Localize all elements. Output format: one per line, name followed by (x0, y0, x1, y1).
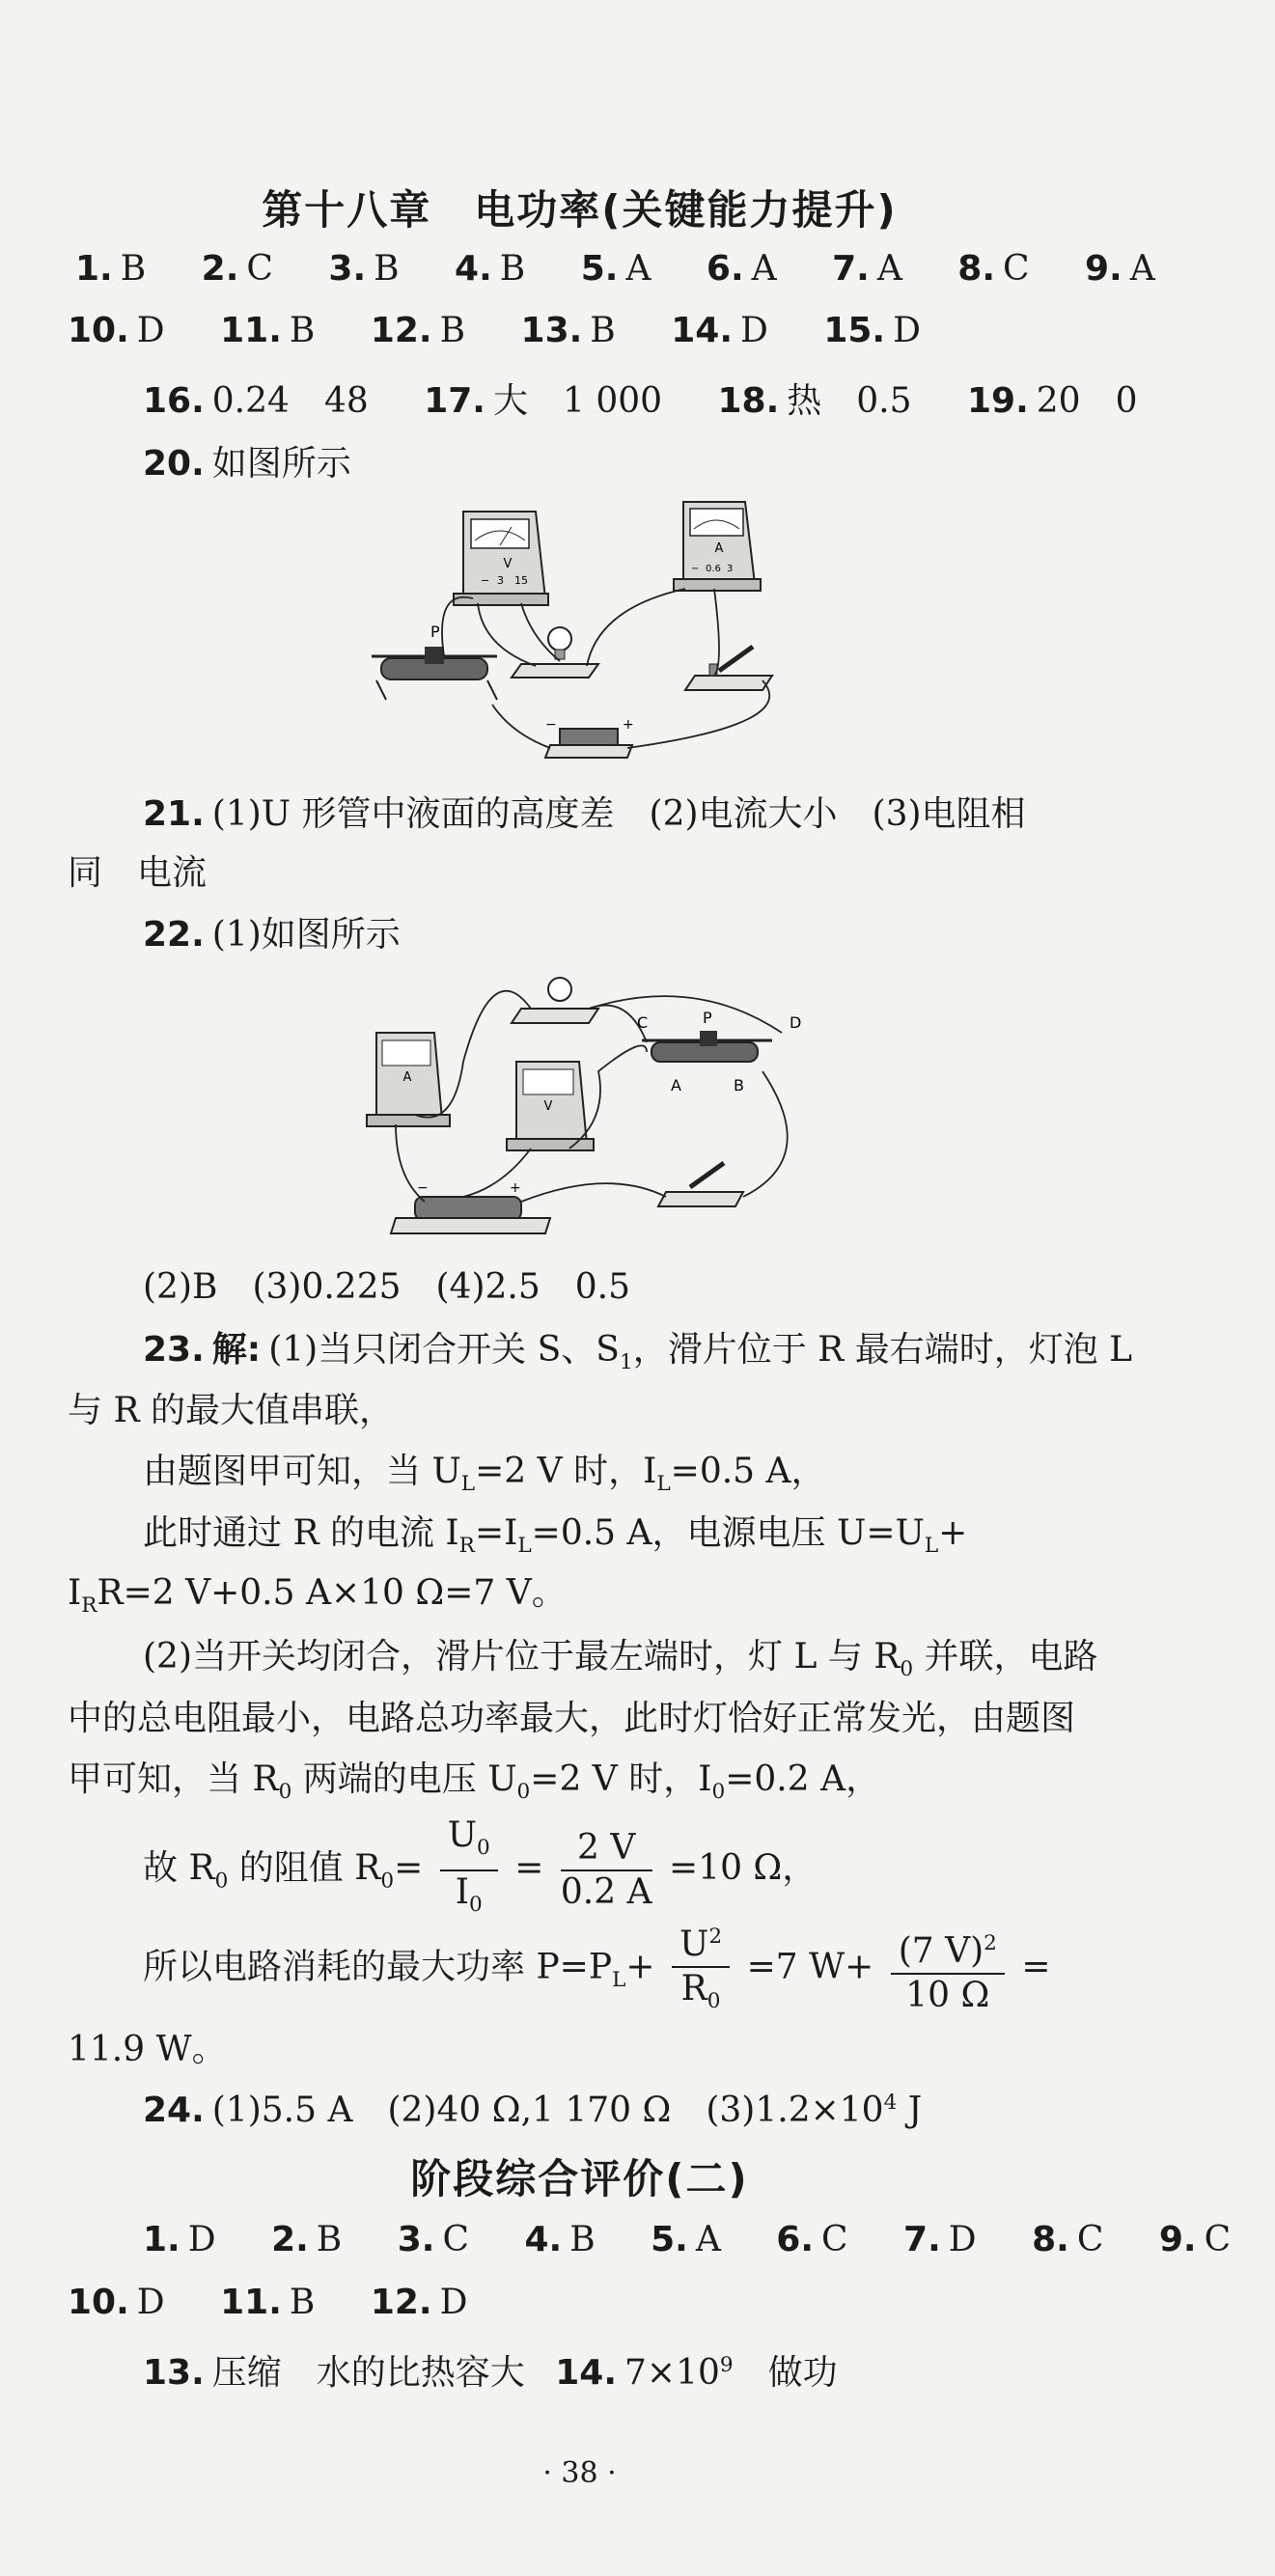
answer-row-1: 1. B 2. C 3. B 4. B 5. A 6. A 7. A 8. C 9. A (75, 249, 1155, 289)
ammeter-label: A (402, 1070, 412, 1085)
chapter-title: 第十八章 电功率(关键能力提升) (262, 186, 898, 234)
switch-icon (658, 1163, 743, 1206)
label-P: P (703, 1009, 712, 1027)
page-number: · 38 · (542, 2456, 617, 2490)
slider-label: P (430, 623, 440, 641)
q13-q14: 13. 压缩 水的比热容大 14. $7\times 10^9$ 做功 (143, 2353, 838, 2393)
q21-line2: 同 电流 (68, 853, 208, 893)
ammeter-icon (367, 1033, 450, 1126)
v-tick-2: 3 (497, 574, 504, 587)
q23-line7: 中的总电阻最小，电路总功率最大，此时灯恰好正常发光，由题图 (68, 1699, 1076, 1738)
answer-row-5: 10. D 11. B 12. D (68, 2283, 468, 2322)
q23-line4: 此时通过 R 的电流 $I_R=I_L=0.5$ A，电源电压 $U=U_L+$ (143, 1513, 968, 1559)
battery-icon (391, 1180, 550, 1233)
voltmeter-icon (507, 1062, 594, 1150)
ammeter-label: A (714, 541, 724, 556)
q22-answers: (2)B (3)0.225 (4)2.5 0.5 (143, 1267, 631, 1307)
answer-row-3: 16. 0.24 48 17. 大 1 000 18. 热 0.5 19. 20 0 (143, 381, 1138, 421)
q23-line3: 由题图甲可知，当 $U_L=2$ V 时，$I_L=0.5$ A， (143, 1452, 826, 1497)
a-tick-3: 3 (727, 564, 734, 574)
section-title: 阶段综合评价(二) (410, 2155, 749, 2202)
q22: 22. (1)如图所示 (143, 915, 401, 955)
voltmeter-icon (454, 512, 548, 605)
fraction-7v2-10ohm: $\frac{(7 V)^2}{10 \Omega}$ (891, 1923, 1005, 2017)
circuit-figure-1 (367, 492, 791, 767)
battery-icon (545, 717, 634, 758)
label-C: C (637, 1013, 649, 1032)
voltmeter-label: V (543, 1099, 553, 1114)
q21-line1: 21. (1)U 形管中液面的高度差 (2)电流大小 (3)电阻相 (143, 794, 1026, 834)
ammeter-icon (674, 502, 761, 591)
q23-line11: 11.9 W。 (68, 2030, 227, 2069)
a-tick-1: − (691, 564, 700, 574)
rheostat-icon (372, 623, 497, 700)
v-tick-3: 15 (514, 574, 528, 587)
switch-icon (685, 647, 772, 690)
q23-line5: $I_RR=2$ V+0.5 A×10 Ω=7 V。 (68, 1573, 567, 1619)
label-A: A (671, 1076, 681, 1094)
fraction-u0-i0: $\frac{U_0}{I_0}$ (440, 1814, 498, 1926)
q24: 24. (1)5.5 A (2)40 Ω,1 170 Ω $(3)1.2\times 10^4$ J (143, 2091, 923, 2130)
rheostat-icon (637, 1009, 801, 1094)
q23-line8: 甲可知，当 $R_0$ 两端的电压 $U_0=2$ V 时，$I_0=0.2$ A， (68, 1759, 881, 1805)
voltmeter-label: V (503, 557, 513, 571)
answer-row-2: 10. D 11. B 12. B 13. B 14. D 15. D (68, 311, 921, 350)
battery-plus: + (510, 1180, 521, 1196)
fraction-2v-0.2a: $\frac{2 V}{0.2 A}$ (560, 1828, 652, 1913)
circuit-figure-2 (357, 965, 820, 1245)
q20: 20. 如图所示 (143, 444, 351, 484)
a-tick-2: 0.6 (706, 564, 721, 574)
battery-minus: − (545, 717, 557, 733)
battery-plus: + (623, 717, 634, 733)
label-B: B (734, 1076, 744, 1094)
v-tick-1: − (481, 574, 490, 587)
label-D: D (790, 1013, 802, 1032)
q23-line10: 所以电路消耗的最大功率 $P=P_L+$ $\frac{U^2}{R_0}$ =7 W+ $\frac{(7 V)^2}{10 \Omega}$ = (143, 1916, 1051, 2023)
q23-line9: 故 $R_0$ 的阻值 $R_0=$ $\frac{U_0}{I_0}$ = $\frac{2 V}{0.2 A}$ =10 Ω， (143, 1814, 817, 1926)
q23-line2: 与 R 的最大值串联， (68, 1391, 394, 1430)
q23-line6: (2)当开关均闭合，滑片位于最左端时，灯 L 与 $R_0$ 并联，电路 (143, 1637, 1098, 1682)
fraction-u2-r0: $\frac{U^2}{R_0}$ (672, 1916, 730, 2023)
answer-row-4: 1. D 2. B 3. C 4. B 5. A 6. C 7. D 8. C 9. C (143, 2220, 1232, 2259)
bulb-icon (512, 627, 598, 678)
battery-minus: − (417, 1180, 429, 1196)
q23-line1: 23. 解: (1)当只闭合开关 S、$S_1$，滑片位于 R 最右端时，灯泡 L (143, 1330, 1133, 1375)
